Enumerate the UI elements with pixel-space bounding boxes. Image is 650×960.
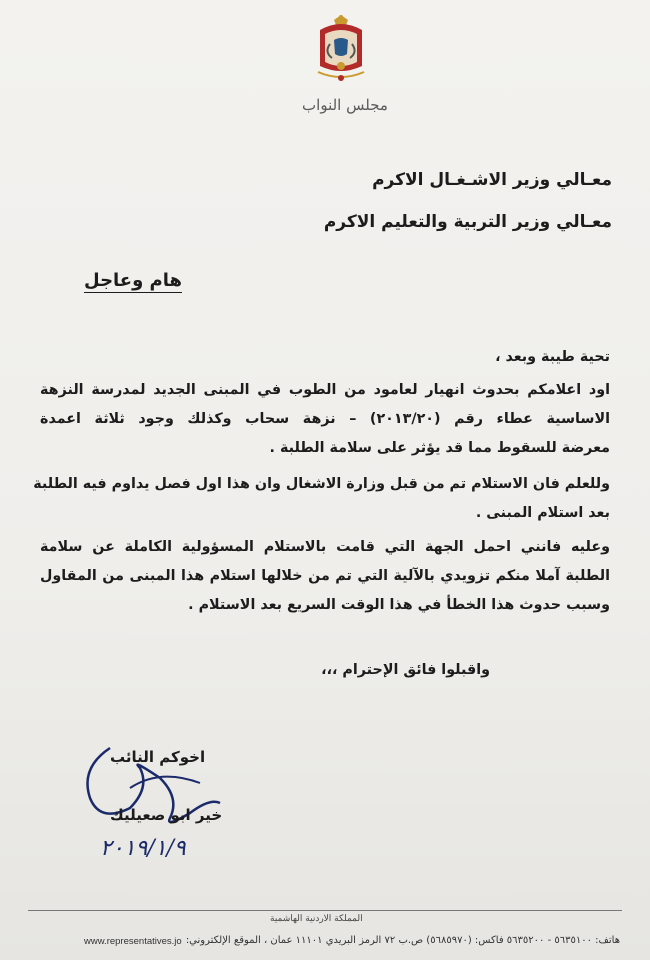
- footer-website: www.representatives.jo: [84, 936, 182, 947]
- paragraph1-line3: معرضة للسقوط مما قد يؤثر على سلامة الطلبة .: [269, 440, 610, 456]
- closing: واقبلوا فائق الإحترام ،،،: [321, 662, 490, 678]
- paragraph2-line2: بعد استلام المبنى .: [475, 505, 610, 521]
- institution-logo-text: مجلس النواب: [302, 96, 388, 114]
- paragraph3-line1: وعليه فانني احمل الجهة التي قامت بالاستلام المسؤولية الكاملة عن سلامة: [40, 539, 610, 555]
- paragraph3-line2: الطلبة آملا منكم تزويدي بالآلية التي تم من خلالها استلام هذا المبنى من المقاول: [40, 568, 610, 584]
- footer-divider: [28, 910, 622, 911]
- addressee-works-minister: معـالي وزير الاشـغـال الاكرم: [372, 170, 612, 190]
- paragraph3-line3: وسبب حدوث هذا الخطأ في هذا الوقت السريع بعد الاستلام .: [188, 597, 610, 613]
- urgent-label: هام وعاجل: [84, 270, 182, 291]
- handwritten-date: ٢٠١٩/١/٩: [100, 836, 186, 861]
- signature-name: خير ابو صعيليك: [110, 806, 223, 824]
- footer-contact: هاتف: ٥٦٣٥١٠٠ - ٥٦٣٥٢٠٠ فاكس: (٥٦٨٥٩٧٠) ص.ب ٧٢ الرمز البريدي ١١١٠١ عمان ، الموقع الإلكتروني:: [185, 935, 620, 946]
- addressee-education-minister: معـالي وزير التربية والتعليم الاكرم: [323, 212, 612, 232]
- signature-title: اخوكم النائب: [110, 748, 206, 766]
- greeting: تحية طيبة وبعد ،: [495, 349, 610, 365]
- footer-logo-text: المملكة الاردنية الهاشمية: [270, 914, 363, 924]
- paragraph1-line2: الاساسية عطاء رقم (٢٠١٣/٢٠) – نزهة سحاب وكذلك وجود ثلاثة اعمدة: [40, 411, 610, 427]
- paragraph1-line1: اود اعلامكم بحدوث انهيار لعامود من الطوب في المبنى الجديد لمدرسة النزهة: [40, 382, 610, 398]
- royal-emblem-icon: [312, 14, 370, 84]
- paragraph2-line1: وللعلم فان الاستلام تم من قبل وزارة الاشغال وان هذا اول فصل يداوم فيه الطلبة: [33, 476, 610, 492]
